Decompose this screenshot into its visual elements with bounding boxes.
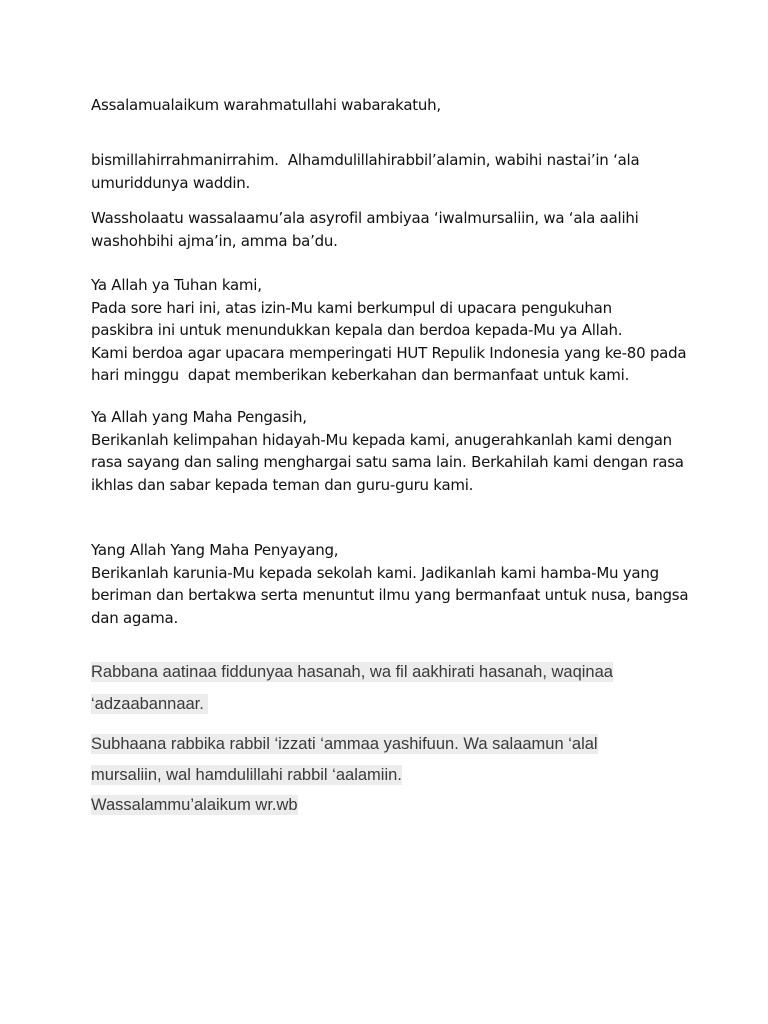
- closing-salam: [91, 793, 691, 817]
- greeting: [91, 94, 691, 117]
- sholawat-line-1: Wassholaatu wassalaamu’ala asyrofil ambiyaa ‘iwalmursaliin, wa ‘ala aalihi: [91, 209, 639, 227]
- closing-tasbih-line-2: [91, 760, 691, 791]
- closing-doa: [91, 656, 691, 720]
- opening-line-1: bismillahirrahmanirrahim. Alhamdulillahirabbil’alamin, wabihi nastai’in ‘ala: [91, 151, 640, 169]
- paragraph-3-line: Berikanlah karunia-Mu kepada sekolah kami. Jadikanlah kami hamba-Mu yang: [91, 563, 659, 582]
- paragraph-3-heading: Yang Allah Yang Maha Penyayang,: [91, 541, 339, 559]
- paragraph-3-line: beriman dan bertakwa serta menuntut ilmu yang bermanfaat untuk nusa, bangsa: [91, 586, 689, 604]
- paragraph-1-line: Kami berdoa agar upacara memperingati HUT Repulik Indonesia yang ke-80 pada: [91, 343, 687, 362]
- opening-line-2: umuriddunya waddin.: [91, 173, 251, 192]
- closing-tasbih: [91, 729, 691, 791]
- prayer-paragraph-1: [91, 274, 691, 387]
- closing-tasbih-highlight: Subhaana rabbika rabbil ‘izzati ‘ammaa yashifuun. Wa salaamun ‘alal: [91, 735, 598, 753]
- paragraph-3-line: dan agama.: [91, 608, 178, 627]
- sholawat-line-2: washohbihi ajma’in, amma ba’du.: [91, 231, 338, 250]
- opening-paragraph: [91, 149, 691, 194]
- closing-doa-line-1: [91, 656, 691, 688]
- greeting-line: Assalamualaikum warahmatullahi wabarakatuh,: [91, 96, 441, 114]
- closing-salam-highlight: Wassalammu’alaikum wr.wb: [91, 796, 298, 814]
- paragraph-2-line: rasa sayang dan saling menghargai satu sama lain. Berkahilah kami dengan rasa: [91, 453, 684, 471]
- paragraph-2-heading: Ya Allah yang Maha Pengasih,: [91, 408, 307, 426]
- sholawat-paragraph: [91, 207, 691, 252]
- closing-doa-highlight: ‘adzaabannaar.: [91, 695, 209, 713]
- closing-tasbih-line-1: [91, 729, 691, 760]
- paragraph-2-line: Berikanlah kelimpahan hidayah-Mu kepada kami, anugerahkanlah kami dengan: [91, 430, 672, 449]
- prayer-paragraph-2: [91, 406, 691, 496]
- closing-salam-line: [91, 793, 691, 817]
- closing-doa-line-2: [91, 688, 691, 720]
- closing-tasbih-highlight: mursaliin, wal hamdulillahi rabbil ‘aalamiin.: [91, 766, 402, 784]
- paragraph-1-line: hari minggu dapat memberikan keberkahan dan bermanfaat untuk kami.: [91, 366, 630, 384]
- prayer-paragraph-3: [91, 539, 691, 629]
- paragraph-1-line: paskibra ini untuk menundukkan kepala dan berdoa kepada-Mu ya Allah.: [91, 321, 623, 339]
- paragraph-1-line: Pada sore hari ini, atas izin-Mu kami berkumpul di upacara pengukuhan: [91, 298, 612, 317]
- closing-doa-highlight: Rabbana aatinaa fiddunyaa hasanah, wa fil aakhirati hasanah, waqinaa: [91, 663, 613, 681]
- paragraph-2-line: ikhlas dan sabar kepada teman dan guru-guru kami.: [91, 475, 474, 494]
- paragraph-1-heading: Ya Allah ya Tuhan kami,: [91, 276, 262, 294]
